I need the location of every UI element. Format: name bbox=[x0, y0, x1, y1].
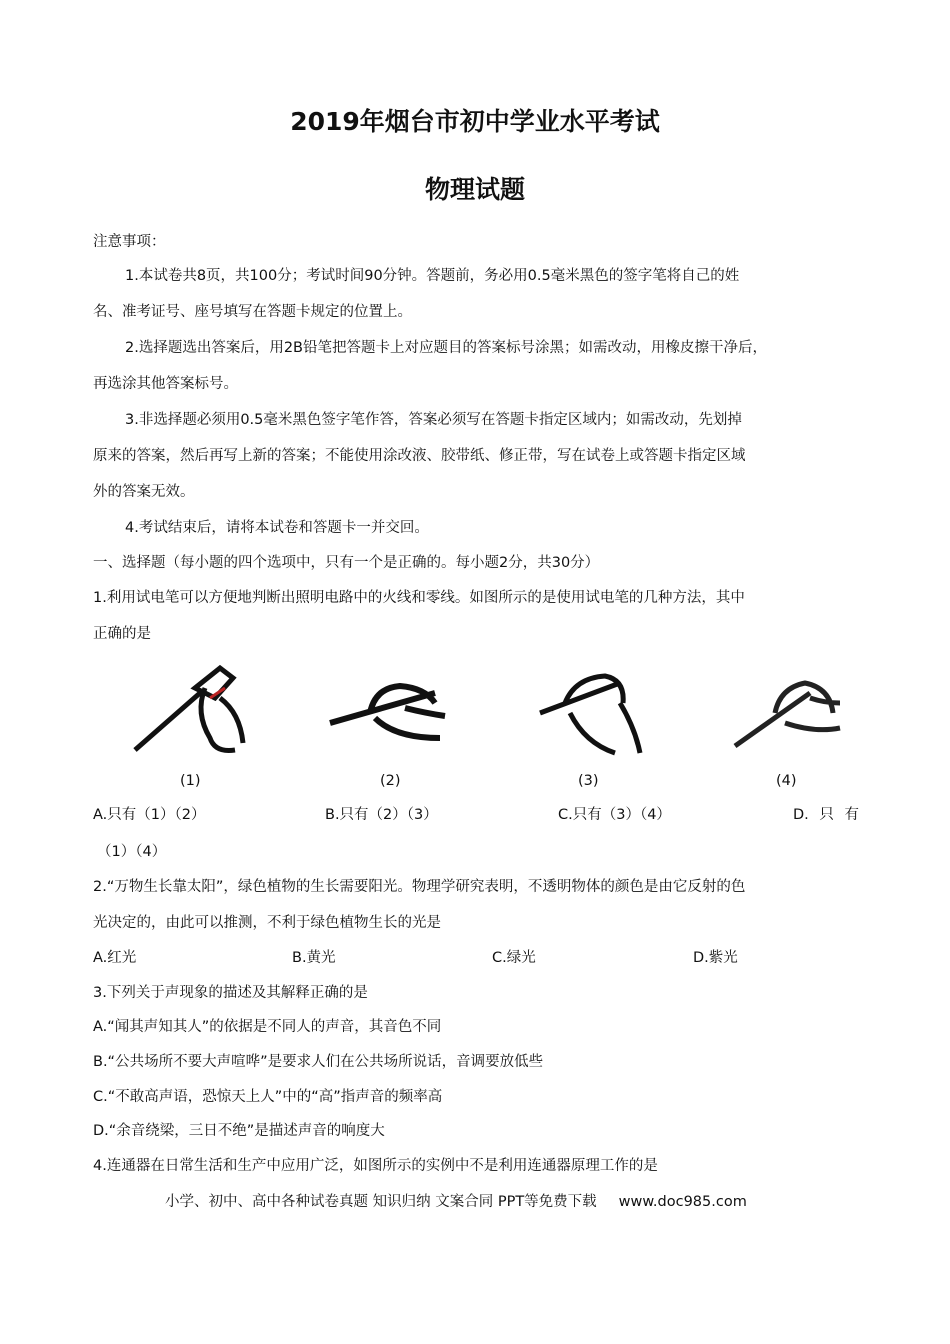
option-d: D.“余音绕梁，三日不绝”是描述声音的响度大 bbox=[93, 1123, 385, 1139]
option-d: D.紫光 bbox=[693, 950, 738, 966]
option-b: B.“公共场所不要大声喧哗”是要求人们在公共场所说话，音调要放低些 bbox=[93, 1054, 544, 1070]
notice-line: 原来的答案，然后再写上新的答案；不能使用涂改液、胶带纸、修正带，写在试卷上或答题卡指定区域 bbox=[93, 448, 746, 464]
question-stem: 正确的是 bbox=[93, 626, 151, 642]
question-stem: 1.利用试电笔可以方便地判断出照明电路中的火线和零线。如图所示的是使用试电笔的几种方法，其中 bbox=[93, 590, 745, 606]
option-a: A.只有（1）（2） bbox=[93, 807, 206, 823]
option-b: B.黄光 bbox=[292, 950, 336, 966]
notice-line: 2.选择题选出答案后，用2B铅笔把答题卡上对应题目的答案标号涂黑；如需改动，用橡皮擦干净后， bbox=[125, 340, 768, 356]
notice-line: 4.考试结束后，请将本试卷和答题卡一并交回。 bbox=[125, 520, 429, 536]
figure-label: (2) bbox=[380, 773, 401, 789]
exam-title: 2019年烟台市初中学业水平考试 bbox=[290, 107, 660, 136]
exam-subtitle: 物理试题 bbox=[424, 175, 525, 204]
question-stem: 光决定的，由此可以推测，不利于绿色植物生长的光是 bbox=[93, 915, 441, 931]
figure-label: (3) bbox=[578, 773, 599, 789]
test-pen-figure-2 bbox=[325, 658, 455, 758]
option-c: C.只有（3）（4） bbox=[558, 807, 671, 823]
footer-url[interactable]: www.doc985.com bbox=[618, 1194, 747, 1210]
question-stem: 3.下列关于声现象的描述及其解释正确的是 bbox=[93, 985, 368, 1001]
notice-line: 3.非选择题必须用0.5毫米黑色签字笔作答，答案必须写在答题卡指定区域内；如需改动，先划掉 bbox=[125, 412, 742, 428]
question-stem: 4.连通器在日常生活和生产中应用广泛，如图所示的实例中不是利用连通器原理工作的是 bbox=[93, 1158, 658, 1174]
footer-text: 小学、初中、高中各种试卷真题 知识归纳 文案合同 PPT等免费下载 bbox=[165, 1194, 597, 1210]
test-pen-figure-4 bbox=[715, 658, 845, 758]
figure-label: (4) bbox=[776, 773, 797, 789]
option-b: B.只有（2）（3） bbox=[325, 807, 438, 823]
option-d-continued: （1）（4） bbox=[97, 844, 167, 860]
option-a: A.红光 bbox=[93, 950, 137, 966]
notice-heading: 注意事项： bbox=[93, 234, 166, 250]
notice-line: 再选涂其他答案标号。 bbox=[93, 376, 238, 392]
option-c: C.绿光 bbox=[492, 950, 536, 966]
notice-line: 外的答案无效。 bbox=[93, 484, 195, 500]
test-pen-figure-3 bbox=[525, 658, 655, 758]
option-c: C.“不敢高声语，恐惊天上人”中的“高”指声音的频率高 bbox=[93, 1089, 443, 1105]
figure-label: (1) bbox=[180, 773, 201, 789]
option-a: A.“闻其声知其人”的依据是不同人的声音，其音色不同 bbox=[93, 1019, 442, 1035]
option-d: D. 只 有 bbox=[793, 807, 859, 823]
test-pen-figure-1 bbox=[125, 658, 255, 758]
notice-line: 名、准考证号、座号填写在答题卡规定的位置上。 bbox=[93, 304, 412, 320]
notice-line: 1.本试卷共8页，共100分；考试时间90分钟。答题前，务必用0.5毫米黑色的签字笔将自己的姓 bbox=[125, 268, 740, 284]
question-stem: 2.“万物生长靠太阳”，绿色植物的生长需要阳光。物理学研究表明，不透明物体的颜色是由它反射的色 bbox=[93, 879, 746, 895]
footer bbox=[165, 1190, 747, 1211]
section-heading: 一、选择题（每小题的四个选项中，只有一个是正确的。每小题2分，共30分） bbox=[93, 555, 600, 571]
